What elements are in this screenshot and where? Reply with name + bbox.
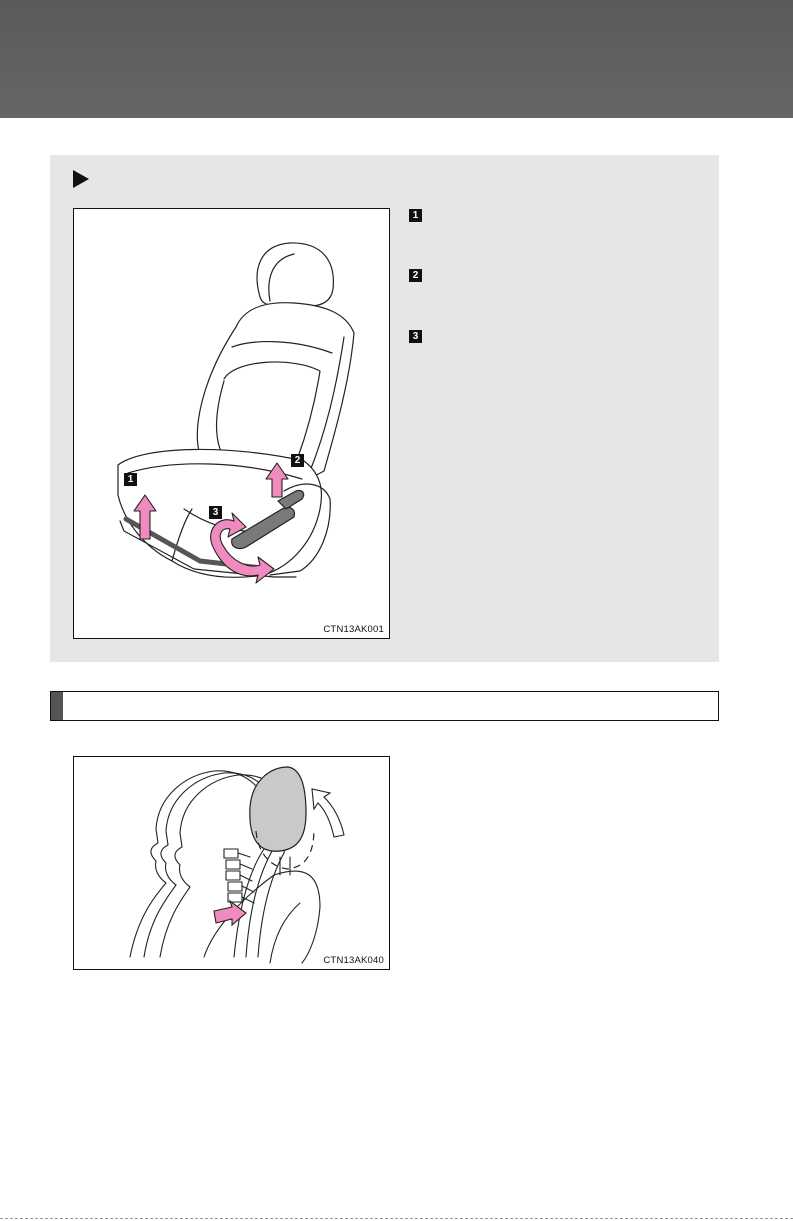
head-restraint-figure [73, 756, 390, 970]
step-marker-2: 2 [409, 269, 422, 282]
step-marker-3: 3 [409, 330, 422, 343]
figure-code: CTN13AK001 [323, 624, 384, 635]
curved-arrow-icon [312, 789, 344, 837]
page-header-band [0, 0, 793, 118]
triangle-right-icon [73, 170, 89, 188]
seat-illustration [74, 209, 391, 640]
section-heading-bar [50, 691, 719, 721]
step-badge-1: 1 [124, 473, 137, 486]
seat-adjustment-figure [73, 208, 390, 639]
section-accent [51, 692, 63, 720]
step-marker-1: 1 [409, 209, 422, 222]
step-badge-2: 2 [291, 454, 304, 467]
head-restraint-illustration [74, 757, 391, 971]
page-edge-line [0, 1218, 793, 1219]
step-badge-3: 3 [209, 506, 222, 519]
curved-arrow-icon [214, 901, 246, 925]
figure-code: CTN13AK040 [323, 955, 384, 966]
